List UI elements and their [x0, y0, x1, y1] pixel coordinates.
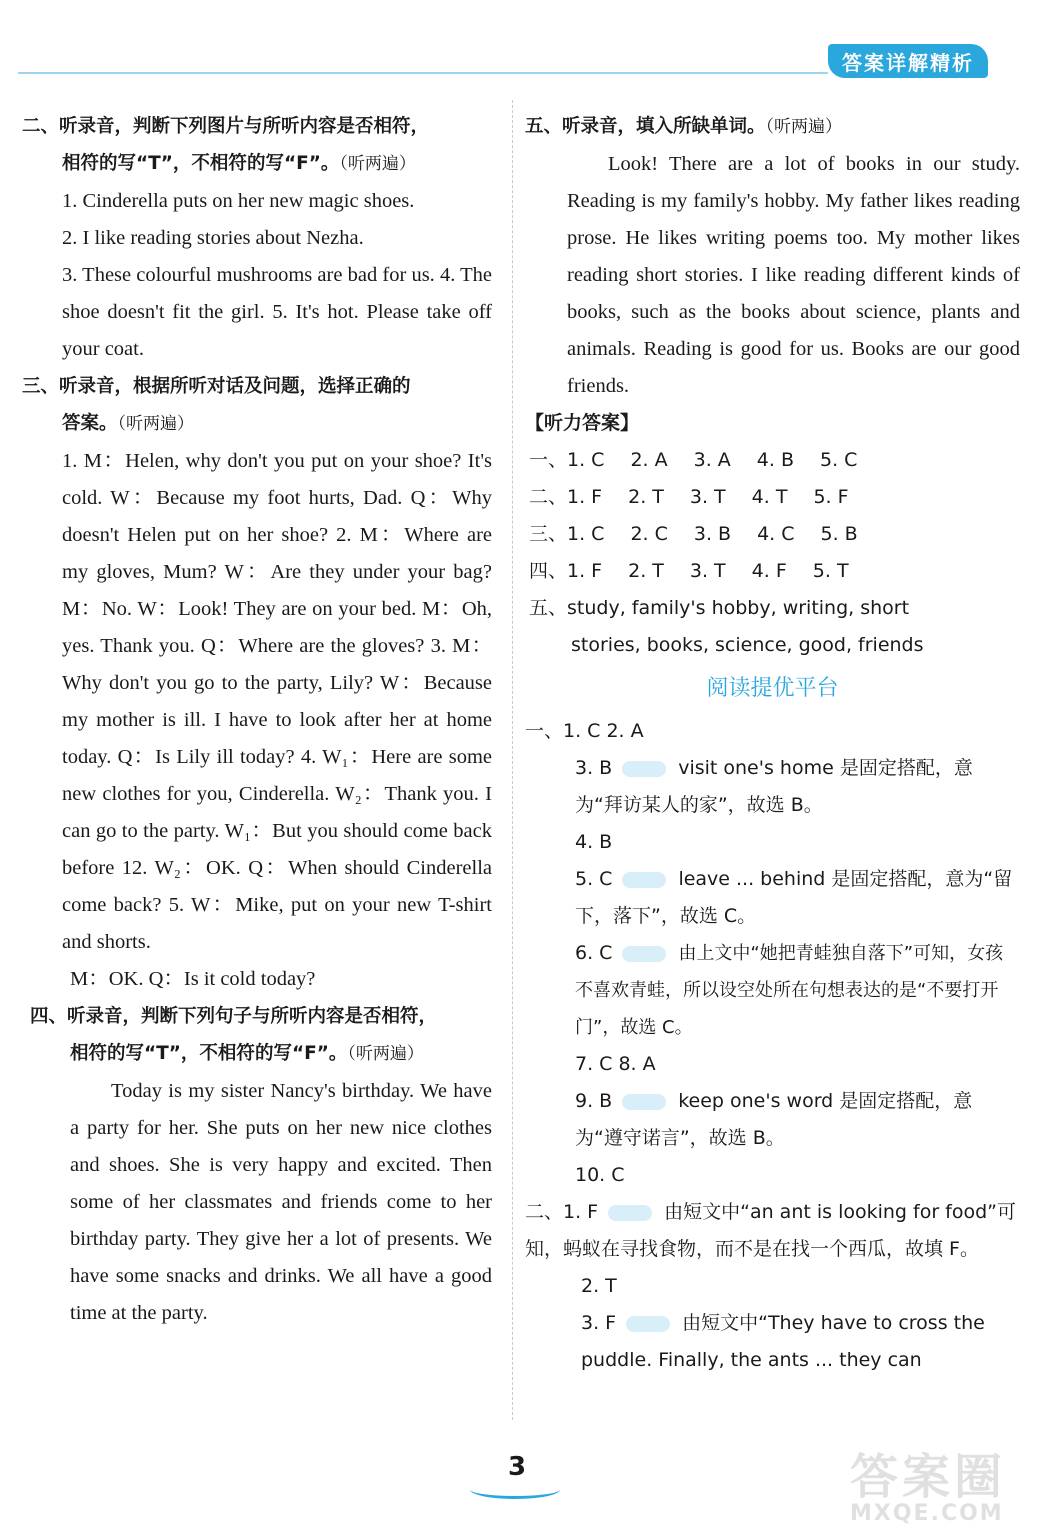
left-column: [22, 108, 492, 1332]
reading-1-item-4: 4. B: [575, 831, 613, 853]
reading-2-item-2: 2. T: [581, 1275, 617, 1297]
reading-1-item-3: 3. B visit one's home 是固定搭配，意为“拜访某人的家”，故选 B。: [575, 757, 973, 816]
listening-answers-heading: 【听力答案】: [525, 412, 640, 434]
header-badge: 答案详解精析: [828, 44, 988, 78]
section-5-passage: Look! There are a lot of books in our study. Reading is my family's hobby. My father likes reading prose. He likes writing poems too. My mother likes reading short stories. I like reading different kinds of books, such as the books about science, plants and animals. Reading is good for us. Books are our good friends.: [567, 153, 1020, 397]
reading-2-item-1: 二、1. F 由短文中“an ant is looking for food”可知，蚂蚁在寻找食物，而不是在找一个西瓜，故填 F。: [525, 1201, 1017, 1260]
section-3-title: 三、听录音，根据所听对话及问题，选择正确的: [22, 376, 411, 397]
analysis-tag-icon: [626, 1316, 670, 1332]
answer-row-5a: 五、study, family's hobby, writing, short: [529, 597, 910, 619]
page-number-swoosh: [470, 1480, 560, 1499]
section-2-item-2: 2. I like reading stories about Nezha.: [62, 227, 364, 249]
section-3-transcript: 1. M：Helen, why don't you put on your shoe? It's cold. W：Because my foot hurts, Dad. Q：Why doesn't Helen put on her shoe? 2. M：Where are my gloves, Mum? W：Are they under your bag? M：No. W：Look! They are on your bed. M：Oh, yes. Thank you. Q：Where are the gloves? 3. M：Why don't you go to the party, Lily? W：Because my mother is ill. I have to look after her at home today. Q：Is Lily ill today? 4. W₁：Here are some new clothes for you, Cinderella. W₂：Thank you. I can go to the party. W₁：But you should come back before 12. W₂：OK. Q：When should Cinderella come back? 5. W：Mike, put on your new T-shirt and shorts.: [62, 450, 492, 953]
section-4-passage: Today is my sister Nancy's birthday. We have a party for her. She puts on her new nice clothes and shoes. She is very happy and excited. Then some of her classmates and friends come to her birthday party. They give her a lot of presents. We have some snacks and drinks. We all have a good time at the party.: [70, 1080, 492, 1324]
reading-1-item-9: 9. B keep one's word 是固定搭配，意为“遵守诺言”，故选 B。: [575, 1090, 973, 1149]
section-4-title: 四、听录音，判断下列句子与所听内容是否相符，: [30, 1006, 438, 1027]
answer-row-4: 四、1. F 2. T 3. T 4. F 5. T: [529, 560, 849, 582]
reading-1-item-6: 6. C 由上文中“她把青蛙独自落下”可知，女孩不喜欢青蛙，所以设空处所在句想表达的是“不要打开门”，故选 C。: [575, 942, 1004, 1038]
section-2-item-1: 1. Cinderella puts on her new magic shoes.: [62, 190, 415, 212]
answer-row-2: 二、1. F 2. T 3. T 4. T 5. F: [529, 486, 849, 508]
reading-1-items-7-8: 7. C 8. A: [575, 1053, 656, 1075]
reading-1-answers-1-2: 一、1. C 2. A: [525, 720, 644, 742]
reading-1-item-10: 10. C: [575, 1164, 625, 1186]
watermark-logo: 答案圈 MXQE.COM: [850, 1449, 1007, 1526]
analysis-tag-icon: [608, 1205, 652, 1221]
section-5-title: 五、听录音，填入所缺单词。（听两遍）: [525, 116, 843, 137]
section-2-items-3-5: 3. These colourful mushrooms are bad for us. 4. The shoe doesn't fit the girl. 5. It's hot. Please take off your coat.: [62, 264, 492, 360]
reading-1-item-5: 5. C leave ... behind 是固定搭配，意为“留下，落下”，故选 C。: [575, 868, 1013, 927]
answer-row-3: 三、1. C 2. C 3. B 4. C 5. B: [529, 523, 858, 545]
section-3-title-cont: 答案。（听两遍）: [62, 413, 195, 434]
right-column: [525, 108, 1020, 1379]
analysis-tag-icon: [622, 1094, 666, 1110]
analysis-tag-icon: [622, 872, 666, 888]
analysis-tag-icon: [622, 761, 666, 777]
section-4-title-cont: 相符的写“T”，不相符的写“F”。（听两遍）: [70, 1043, 424, 1064]
reading-platform-heading: 阅读提优平台: [706, 676, 839, 701]
reading-2-item-3: 3. F 由短文中“They have to cross the puddle. Finally, the ants ... they can: [581, 1312, 985, 1371]
section-2-title-cont: 相符的写“T”，不相符的写“F”。（听两遍）: [62, 153, 416, 174]
section-2-title: 二、听录音，判断下列图片与所听内容是否相符，: [22, 116, 430, 137]
section-3-last-line: M：OK. Q：Is it cold today?: [70, 968, 316, 990]
column-divider: [512, 100, 513, 1420]
page-number: 3: [508, 1452, 527, 1482]
answer-row-1: 一、1. C 2. A 3. A 4. B 5. C: [529, 449, 858, 471]
analysis-tag-icon: [622, 946, 666, 962]
header-rule: [18, 72, 828, 74]
answer-row-5b: stories, books, science, good, friends: [571, 634, 924, 656]
